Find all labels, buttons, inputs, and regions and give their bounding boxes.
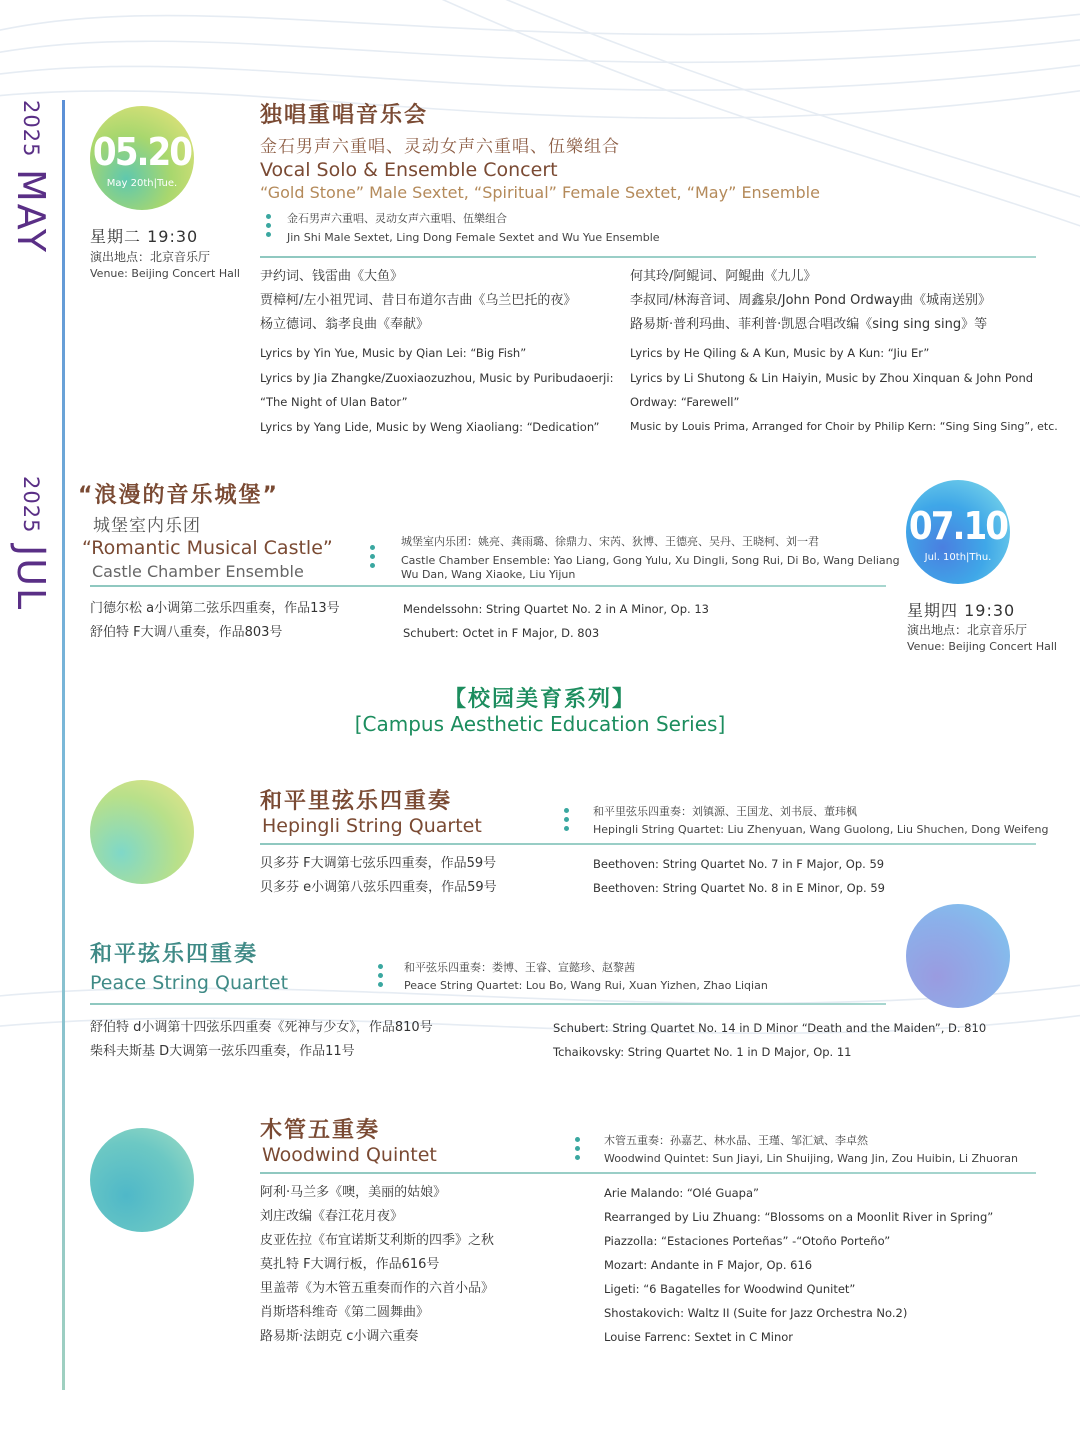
program-item: 贾樟柯/左小祖咒词、昔日布道尔吉曲《乌兰巴托的夜》 — [260, 293, 577, 308]
program-item: Mozart: Andante in F Major, Op. 616 — [604, 1258, 813, 1272]
program-item: 柴科夫斯基 D大调第一弦乐四重奏，作品11号 — [90, 1044, 355, 1059]
event2-program-cn — [90, 597, 340, 645]
year-label: 2025 — [19, 100, 43, 158]
program-item: Arie Malando: “Olé Guapa” — [604, 1186, 759, 1200]
program-item: 刘庄改编《春江花月夜》 — [260, 1209, 404, 1224]
event1-program-cn-left — [260, 265, 576, 337]
date-number: 07.10 — [908, 504, 1008, 548]
hepingli-title-cn: 和平里弦乐四重奏 — [260, 789, 453, 814]
month-label-may — [9, 100, 53, 254]
program-item: Louise Farrenc: Sextet in C Minor — [604, 1330, 793, 1344]
event2-program-en — [403, 597, 709, 645]
event1-program-en-right — [630, 341, 1058, 439]
hepingli-performers-en: Hepingli String Quartet: Liu Zhenyuan, Wang Guolong, Liu Shuchen, Dong Weifeng — [593, 823, 1049, 836]
date-weekday: May 20th|Tue. — [106, 178, 178, 189]
program-item: 里盖蒂《为木管五重奏而作的六首小品》 — [260, 1281, 495, 1296]
peace-performers-cn: 和平弦乐四重奏：娄博、王睿、宣懿珍、赵黎茜 — [404, 961, 635, 974]
event2-venue-en: Venue: Beijing Concert Hall — [907, 640, 1057, 653]
program-item: Ordway: “Farewell” — [630, 395, 740, 409]
bullet-dots — [564, 808, 570, 835]
event1-venue-en: Venue: Beijing Concert Hall — [90, 267, 240, 280]
program-item: 杨立德词、翁孝良曲《奉献》 — [260, 317, 430, 332]
event2-performers-en-1: Castle Chamber Ensemble: Yao Liang, Gong Yulu, Xu Dingli, Song Rui, Di Bo, Wang Deliang — [401, 554, 900, 567]
event2-performers-cn: 城堡室内乐团：姚亮、龚雨璐、徐鼎力、宋芮、狄博、王德亮、吴丹、王晓柯、刘一君 — [401, 535, 819, 548]
peace-title-en: Peace String Quartet — [90, 972, 289, 994]
date-circle-jul-10 — [906, 480, 1010, 584]
month-label: MAY — [9, 168, 53, 254]
year-label: 2025 — [19, 476, 43, 534]
bullet-dots — [266, 214, 272, 241]
series-title-cn: 【校园美育系列】 — [443, 687, 636, 712]
program-item: 肖斯塔科维奇《第二圆舞曲》 — [260, 1305, 430, 1320]
event1-title-cn: 独唱重唱音乐会 — [260, 103, 429, 128]
program-item: Tchaikovsky: String Quartet No. 1 in D Major, Op. 11 — [553, 1045, 852, 1059]
program-item: 贝多芬 F大调第七弦乐四重奏，作品59号 — [260, 856, 497, 871]
program-item: Schubert: String Quartet No. 14 in D Minor “Death and the Maiden”, D. 810 — [553, 1021, 987, 1035]
bullet-dots — [370, 545, 376, 572]
peace-performers-en: Peace String Quartet: Lou Bo, Wang Rui, Xuan Yizhen, Zhao Liqian — [404, 979, 768, 992]
month-label-jul — [9, 476, 53, 611]
program-item: Mendelssohn: String Quartet No. 2 in A Minor, Op. 13 — [403, 602, 709, 616]
program-item: Beethoven: String Quartet No. 7 in F Major, Op. 59 — [593, 857, 885, 871]
program-item: 何其玲/阿鲲词、阿鲲曲《九儿》 — [630, 269, 817, 284]
event1-performers-cn: 金石男声六重唱、灵动女声六重唱、伍樂组合 — [287, 212, 507, 225]
hepingli-title-en: Hepingli String Quartet — [262, 815, 482, 837]
woodwind-performers-cn: 木管五重奏：孙嘉艺、林水晶、王瑾、邹汇斌、李卓然 — [604, 1134, 868, 1147]
program-item: Ligeti: “6 Bagatelles for Woodwind Qunitet” — [604, 1282, 856, 1296]
woodwind-program-cn — [260, 1181, 494, 1349]
event1-title-en: Vocal Solo & Ensemble Concert — [260, 159, 558, 181]
event1-venue-cn: 演出地点：北京音乐厅 — [90, 250, 211, 264]
program-item: Piazzolla: “Estaciones Porteñas” -“Otoño Porteño” — [604, 1234, 891, 1248]
event2-subtitle-cn: 城堡室内乐团 — [93, 516, 201, 536]
event1-performers-en: Jin Shi Male Sextet, Ling Dong Female Sextet and Wu Yue Ensemble — [287, 231, 660, 244]
program-item: “The Night of Ulan Bator” — [260, 395, 408, 409]
program-item: Beethoven: String Quartet No. 8 in E Minor, Op. 59 — [593, 881, 885, 895]
program-item: Lyrics by Yang Lide, Music by Weng Xiaoliang: “Dedication” — [260, 419, 600, 434]
program-item: 舒伯特 F大调八重奏，作品803号 — [90, 625, 283, 640]
woodwind-title-cn: 木管五重奏 — [260, 1118, 381, 1143]
program-item: Lyrics by Yin Yue, Music by Qian Lei: “Big Fish” — [260, 346, 527, 360]
divider — [90, 1003, 886, 1005]
program-item: 莫扎特 F大调行板，作品616号 — [260, 1257, 440, 1272]
program-item: 门德尔松 a小调第二弦乐四重奏，作品13号 — [90, 601, 340, 616]
hepingli-performers-cn: 和平里弦乐四重奏：刘镇源、王国龙、刘书辰、董玮枫 — [593, 805, 857, 818]
decorative-circle — [906, 904, 1010, 1008]
program-item: 阿利·马兰多《噢，美丽的姑娘》 — [260, 1185, 447, 1200]
divider — [260, 1172, 1036, 1174]
program-item: 皮亚佐拉《布宜诺斯艾利斯的四季》之秋 — [260, 1233, 495, 1248]
woodwind-title-en: Woodwind Quintet — [262, 1144, 437, 1166]
hepingli-program-en — [593, 852, 885, 900]
event2-performers-en-2: Wu Dan, Wang Xiaoke, Liu Yijun — [401, 568, 576, 581]
divider — [90, 585, 886, 587]
program-item: 路易斯·普利玛曲、菲利普·凯恩合唱改编《sing sing sing》等 — [630, 317, 988, 332]
event2-venue-cn: 演出地点：北京音乐厅 — [907, 623, 1028, 637]
program-item: Shostakovich: Waltz II (Suite for Jazz Orchestra No.2) — [604, 1306, 908, 1320]
event1-program-en-left — [260, 341, 613, 439]
program-item: 舒伯特 d小调第十四弦乐四重奏《死神与少女》，作品810号 — [90, 1020, 433, 1035]
decorative-circle — [90, 1128, 194, 1232]
bullet-dots — [575, 1137, 581, 1164]
program-item: Lyrics by He Qiling & A Kun, Music by A Kun: “Jiu Er” — [630, 346, 930, 360]
program-item: Lyrics by Jia Zhangke/Zuoxiaozuzhou, Music by Puribudaoerji: — [260, 370, 614, 385]
date-circle-may-20 — [90, 106, 194, 210]
peace-program-cn — [90, 1016, 433, 1064]
event2-time: 星期四 19:30 — [907, 601, 1016, 620]
event1-time: 星期二 19:30 — [90, 227, 199, 246]
program-item: 尹约词、钱雷曲《大鱼》 — [260, 269, 404, 284]
program-item: 路易斯·法朗克 c小调六重奏 — [260, 1329, 419, 1344]
timeline-line — [62, 100, 65, 1390]
event2-subtitle-en: Castle Chamber Ensemble — [92, 562, 304, 581]
bullet-dots — [378, 964, 384, 991]
event1-subtitle-en: “Gold Stone” Male Sextet, “Spiritual” Female Sextet, “May” Ensemble — [260, 183, 820, 202]
event2-title-en: “Romantic Musical Castle” — [82, 537, 333, 559]
program-item: 贝多芬 e小调第八弦乐四重奏，作品59号 — [260, 880, 497, 895]
series-title-en: [Campus Aesthetic Education Series] — [354, 712, 726, 736]
event1-subtitle-cn: 金石男声六重唱、灵动女声六重唱、伍樂组合 — [260, 137, 620, 157]
date-weekday: Jul. 10th|Thu. — [924, 552, 992, 563]
event2-title-cn: “浪漫的音乐城堡” — [78, 483, 279, 508]
woodwind-program-en — [604, 1181, 993, 1349]
peace-program-en — [553, 1016, 986, 1064]
woodwind-performers-en: Woodwind Quintet: Sun Jiayi, Lin Shuijing, Wang Jin, Zou Huibin, Li Zhuoran — [604, 1152, 1018, 1165]
event1-program-cn-right — [630, 265, 991, 337]
divider — [260, 843, 1036, 845]
divider — [260, 256, 1036, 258]
peace-title-cn: 和平弦乐四重奏 — [90, 942, 259, 967]
decorative-circle — [90, 780, 194, 884]
program-item: Rearranged by Liu Zhuang: “Blossoms on a Moonlit River in Spring” — [604, 1210, 994, 1224]
program-item: Lyrics by Li Shutong & Lin Haiyin, Music by Zhou Xinquan & John Pond — [630, 370, 1034, 385]
program-item: Schubert: Octet in F Major, D. 803 — [403, 626, 600, 640]
month-label: JUL — [9, 544, 53, 611]
program-item: 李叔同/林海音词、周鑫泉/John Pond Ordway曲《城南送别》 — [630, 293, 992, 308]
hepingli-program-cn — [260, 852, 497, 900]
program-item: Music by Louis Prima, Arranged for Choir by Philip Kern: “Sing Sing Sing”, etc. — [630, 419, 1058, 433]
date-number: 05.20 — [92, 130, 192, 174]
